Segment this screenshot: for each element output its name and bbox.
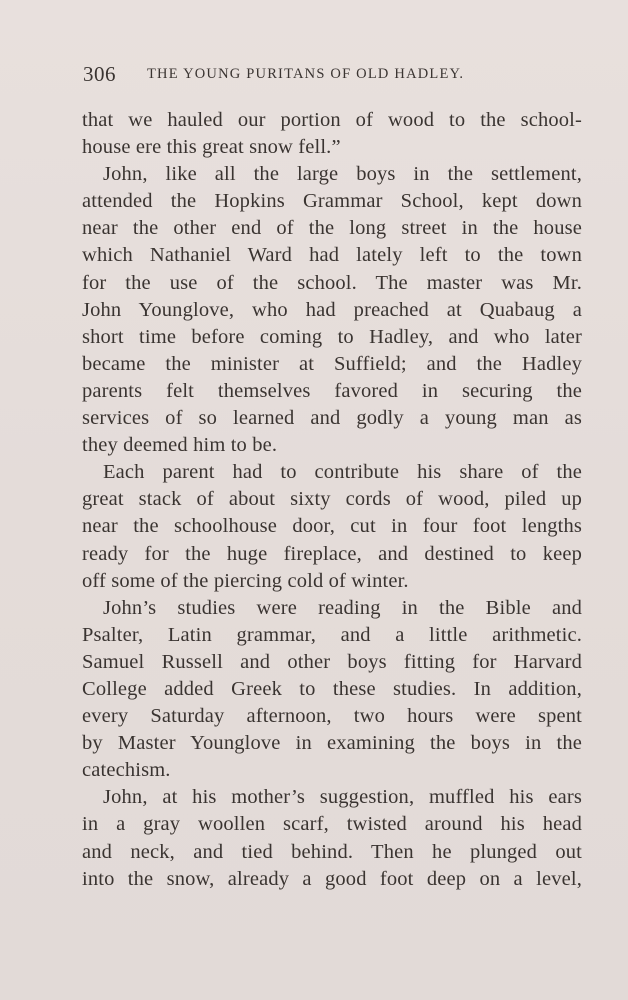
text-line: parents felt themselves favored in securing the (82, 379, 582, 402)
text-line: they deemed him to be. (82, 434, 278, 457)
text-line: every Saturday afternoon, two hours were spent (82, 705, 582, 728)
text-line: near the schoolhouse door, cut in four foot lengths (82, 515, 582, 538)
text-line: that we hauled our portion of wood to the school- (82, 109, 582, 131)
body-text (82, 107, 582, 893)
text-line: for the use of the school. The master was Mr. (82, 271, 582, 294)
page-number: 306 (83, 62, 116, 86)
text-line: by Master Younglove in examining the boys in the (82, 732, 582, 755)
text-line: catechism. (82, 759, 171, 782)
text-line: Each parent had to contribute his share of the (103, 461, 582, 484)
text-line: near the other end of the long street in the house (82, 217, 582, 240)
text-line: became the minister at Suffield; and the Hadley (82, 352, 582, 375)
text-line: and neck, and tied behind. Then he plunged out (82, 840, 582, 863)
text-line: short time before coming to Hadley, and who later (82, 325, 582, 348)
running-head (83, 62, 583, 92)
text-line: off some of the piercing cold of winter. (82, 569, 409, 592)
text-line: house ere this great snow fell.” (82, 136, 341, 159)
text-line: John, like all the large boys in the settlement, (103, 163, 582, 186)
running-title: THE YOUNG PURITANS OF OLD HADLEY. (147, 66, 465, 82)
text-line: John Younglove, who had preached at Quabaug a (82, 298, 582, 321)
text-line: services of so learned and godly a young man as (82, 407, 582, 430)
text-line: Psalter, Latin grammar, and a little arithmetic. (82, 623, 582, 646)
text-line: ready for the huge fireplace, and destined to keep (82, 542, 582, 565)
text-line: John, at his mother’s suggestion, muffled his ears (103, 786, 582, 809)
text-line: attended the Hopkins Grammar School, kept down (82, 190, 582, 213)
text-line: College added Greek to these studies. In addition, (82, 677, 582, 700)
text-line: Samuel Russell and other boys fitting for Harvard (82, 650, 582, 673)
text-line: John’s studies were reading in the Bible and (103, 596, 582, 619)
text-line: which Nathaniel Ward had lately left to the town (82, 244, 582, 267)
text-line: in a gray woollen scarf, twisted around his head (82, 813, 582, 836)
text-line: into the snow, already a good foot deep on a level, (82, 867, 582, 890)
text-line: great stack of about sixty cords of wood, piled up (82, 488, 582, 511)
